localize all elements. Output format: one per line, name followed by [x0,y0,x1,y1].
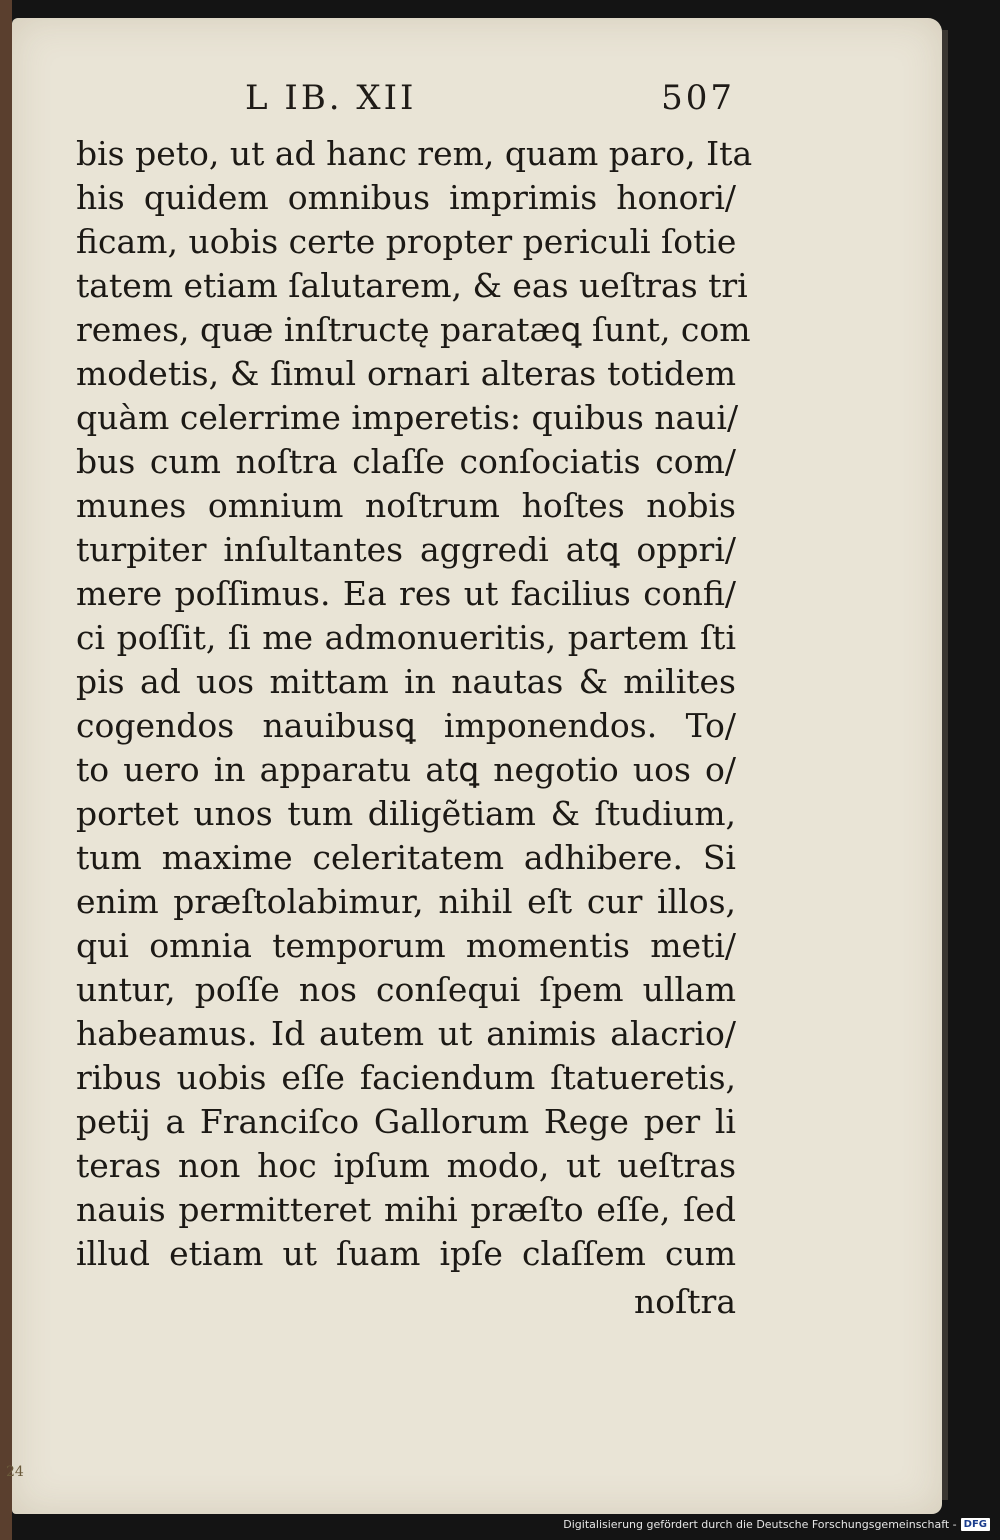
text-line: ci poſſit, ſi me admonueritis, partem ſti [76,618,736,657]
text-line: ribus uobis eſſe faciendum ſtatueretis, [76,1058,736,1097]
text-line: turpiter inſultantes aggredi atꝗ oppri/ [76,530,736,569]
text-line: tum maxime celeritatem adhibere. Si [76,838,736,877]
book-number: L IB. XII [245,78,417,118]
text-line: tatem etiam ſalutarem, & eas ueſtras tri [76,266,748,305]
running-head [245,78,735,118]
signature-mark: 24 [6,1464,24,1480]
text-line: illud etiam ut ſuam ipſe claſſem cum [76,1234,736,1273]
digitization-credit [563,1514,990,1534]
text-line: his quidem omnibus imprimis honori/ [76,178,736,217]
text-line: remes, quæ inſtructę paratæꝗ ſunt, com [76,310,751,349]
text-line: pis ad uos mittam in nautas & milites [76,662,736,701]
text-line: untur, poſſe nos conſequi ſpem ullam [76,970,736,1009]
text-line: to uero in apparatu atꝗ negotio uos o/ [76,750,736,789]
text-line: nauis permitteret mihi præſto eſſe, ſed [76,1190,736,1229]
text-line: cogendos nauibusꝗ imponendos. To/ [76,706,736,745]
text-line: qui omnia temporum momentis meti/ [76,926,736,965]
text-line: enim præſtolabimur, nihil eſt cur illos, [76,882,736,921]
text-line: quàm celerrime imperetis: quibus naui/ [76,398,739,437]
text-line: modetis, & ſimul ornari alteras totidem [76,354,736,393]
catchword: noſtra [633,1282,736,1321]
binding-strip [0,0,12,1540]
text-line: munes omnium noſtrum hoſtes nobis [76,486,736,525]
text-line: bus cum noſtra claſſe conſociatis com/ [76,442,736,481]
credit-text: Digitalisierung gefördert durch die Deutsche Forschungsgemeinschaft - [563,1517,957,1531]
page-number: 507 [661,78,735,118]
text-line: teras non hoc ipſum modo, ut ueſtras [76,1146,736,1185]
body-text [76,132,753,1324]
text-line: mere poſſimus. Ea res ut facilius confi/ [76,574,736,613]
text-line: portet unos tum diligẽtiam & ſtudium, [76,794,736,833]
text-line: bis peto, ut ad hanc rem, quam paro, Ita [76,134,753,173]
dfg-logo: DFG [961,1518,990,1531]
text-line: petij a Franciſco Gallorum Rege per li [76,1102,736,1141]
text-line: ficam, uobis certe propter periculi ſotie [76,222,737,261]
text-line: habeamus. Id autem ut animis alacrio/ [76,1014,736,1053]
